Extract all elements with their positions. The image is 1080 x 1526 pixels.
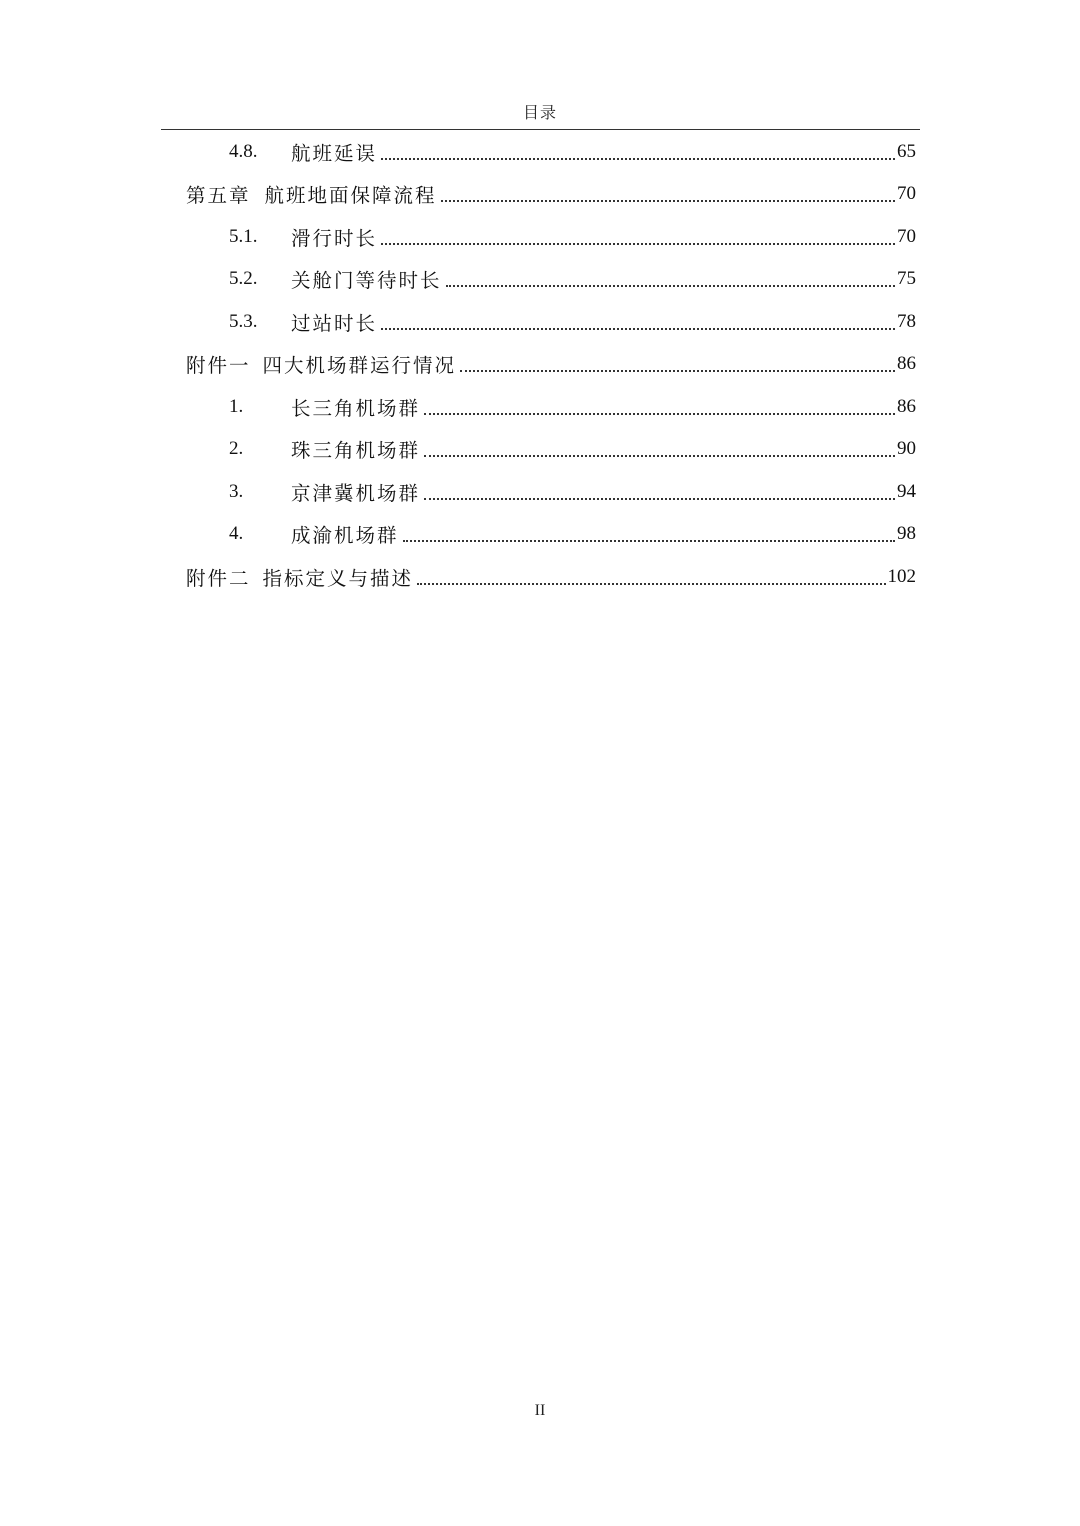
toc-entry-page: 86 (897, 396, 916, 417)
toc-entry-number: 5.2. (229, 268, 258, 289)
toc-entry-5-1[interactable] (229, 216, 916, 258)
dot-leader (381, 158, 895, 160)
toc-entry-page: 70 (897, 183, 916, 204)
dot-leader (441, 200, 895, 202)
toc-entry-title: 四大机场群运行情况 (262, 354, 457, 377)
toc-entry-4-8[interactable] (229, 131, 916, 173)
header-divider (161, 129, 920, 130)
toc-entry-a1-3[interactable] (229, 471, 916, 513)
dot-leader (424, 455, 895, 457)
toc-entry-number: 3. (229, 481, 244, 502)
toc-entry-a1-1[interactable] (229, 386, 916, 428)
toc-entry-title: 京津冀机场群 (291, 482, 421, 505)
toc-entry-page: 78 (897, 311, 916, 332)
toc-entry-number: 5.3. (229, 311, 258, 332)
toc-entry-chapter-5[interactable] (186, 173, 916, 215)
toc-entry-5-2[interactable] (229, 258, 916, 300)
toc-entry-a1-2[interactable] (229, 428, 916, 470)
toc-entry-title: 指标定义与描述 (262, 567, 414, 590)
toc-entry-page: 86 (897, 353, 916, 374)
page-header-title: 目录 (522, 103, 557, 122)
toc-entry-5-3[interactable] (229, 301, 916, 343)
toc-entry-number: 2. (229, 438, 244, 459)
toc-entry-title: 航班地面保障流程 (264, 184, 437, 207)
toc-entry-appendix-1[interactable] (186, 343, 916, 385)
toc-entry-number: 4.8. (229, 141, 258, 162)
dot-leader (381, 243, 895, 245)
dot-leader (381, 328, 895, 330)
toc-entry-number: 1. (229, 396, 244, 417)
page-number: II (534, 1402, 546, 1419)
toc-entry-title: 长三角机场群 (291, 397, 421, 420)
toc-entry-title: 航班延误 (291, 142, 378, 165)
toc-entry-title: 关舱门等待时长 (291, 269, 442, 292)
dot-leader (424, 498, 895, 500)
toc-entry-page: 94 (897, 481, 916, 502)
toc-entry-title: 过站时长 (291, 312, 378, 335)
toc-entry-a1-4[interactable] (229, 513, 916, 555)
toc-entry-page: 98 (897, 523, 916, 544)
toc-entry-number: 4. (229, 523, 244, 544)
toc-entry-title: 成渝机场群 (291, 524, 399, 547)
dot-leader (446, 285, 895, 287)
toc-entry-title: 滑行时长 (291, 227, 378, 250)
dot-leader (424, 413, 895, 415)
toc-entry-number: 附件一 (186, 354, 251, 377)
toc-entry-page: 102 (887, 566, 916, 587)
toc-entry-page: 70 (897, 226, 916, 247)
toc-entry-number: 5.1. (229, 226, 258, 247)
toc-entry-page: 65 (897, 141, 916, 162)
toc-entry-number: 第五章 (186, 184, 251, 207)
toc-entry-appendix-2[interactable] (186, 556, 916, 598)
toc-entry-page: 90 (897, 438, 916, 459)
toc-entry-page: 75 (897, 268, 916, 289)
dot-leader (403, 540, 895, 542)
dot-leader (460, 370, 895, 372)
toc-entry-title: 珠三角机场群 (291, 439, 421, 462)
toc-entry-number: 附件二 (186, 567, 251, 590)
dot-leader (417, 583, 885, 585)
